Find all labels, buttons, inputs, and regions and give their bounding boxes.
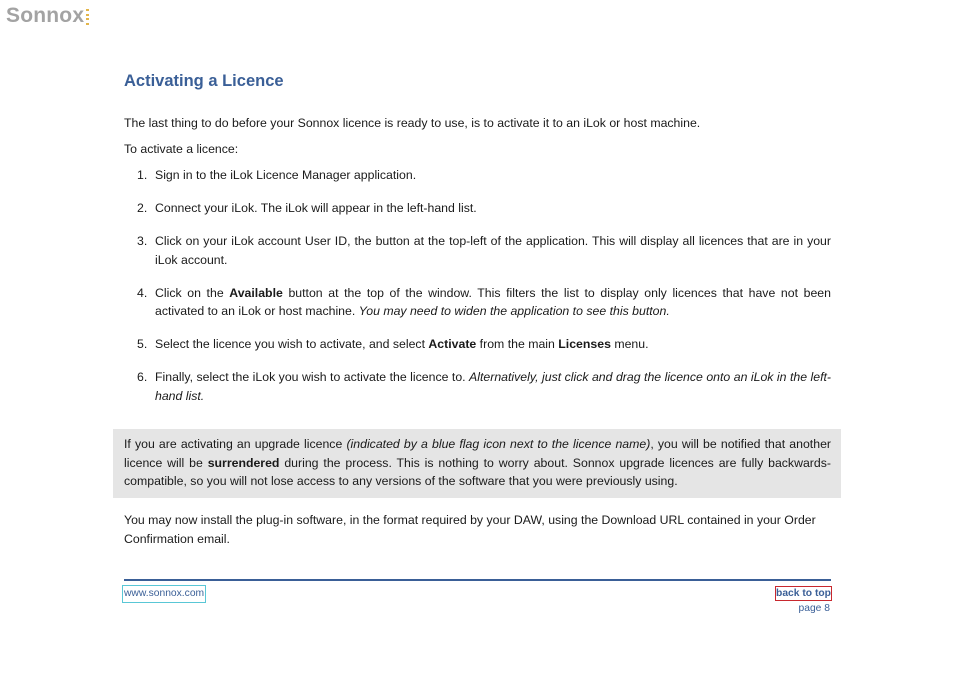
note-italic: (indicated by a blue flag icon next to the licence name) [346,437,651,451]
logo-text: Sonnox [6,4,85,27]
step-text-after: menu. [610,337,649,351]
step-item [124,335,831,354]
page-number: page 8 [798,603,830,614]
step-text: Sign in to the iLok Licence Manager application. [155,168,417,182]
step-number: 4. [137,285,148,300]
activation-steps-list [124,166,831,405]
page-title: Activating a Licence [124,72,284,90]
note-bold: surrendered [207,455,280,470]
step-text: Connect your iLok. The iLok will appear in the left-hand list. [155,201,477,215]
step-number: 3. [137,234,148,248]
step-item [124,284,831,321]
sonnox-logo [6,4,89,28]
step-item [124,166,831,185]
step-text-before: Select the licence you wish to activate, and select [155,337,429,351]
step-item [124,232,831,269]
upgrade-note-box [113,429,841,498]
available-button-label: Available [229,285,283,300]
step-number: 5. [137,337,148,351]
footer-divider [124,579,831,581]
intro-paragraph: The last thing to do before your Sonnox licence is ready to use, is to activate it to an iLok or host machine. [124,116,701,130]
note-text-after: during the process. This is nothing to worry about. Sonnox upgrade licences are fully backwards-compatible, so you will not lose access to any versions of the software that you were previously using. [124,455,831,488]
closing-paragraph: You may now install the plug-in software, in the format required by your DAW, using the Download URL contained in your Order Confirmation email. [124,513,816,546]
step-number: 1. [137,168,148,182]
step-number: 2. [137,201,148,215]
note-text-before: If you are activating an upgrade licence [124,437,347,451]
step-text-after: button at the top of the window. This filters the list to display only licences that have not been activated to an iLok or host machine. [155,285,831,318]
step-text: Click on your iLok account User ID, the button at the top-left of the application. This will display all licences that are in your iLok account. [155,234,831,267]
website-link[interactable]: www.sonnox.com [122,585,206,603]
back-to-top-link[interactable]: back to top [776,588,831,599]
step-item [124,368,831,405]
note-text-middle: , you will be notified that another licence will be [124,437,831,470]
step-hint: You may need to widen the application to see this button. [358,304,670,318]
step-item [124,199,831,218]
step-hint: Alternatively, just click and drag the licence onto an iLok in the left-hand list. [155,370,832,403]
step-text-before: Click on the [155,285,230,300]
activate-menu-item-label: Activate [428,337,477,351]
steps-heading: To activate a licence: [124,142,239,156]
logo-mark-icon [86,9,89,25]
step-text-middle: from the main [476,337,559,351]
step-text-before: Finally, select the iLok you wish to activate the licence to. [155,370,470,384]
step-number: 6. [137,370,148,384]
licenses-menu-label: Licenses [558,337,611,351]
